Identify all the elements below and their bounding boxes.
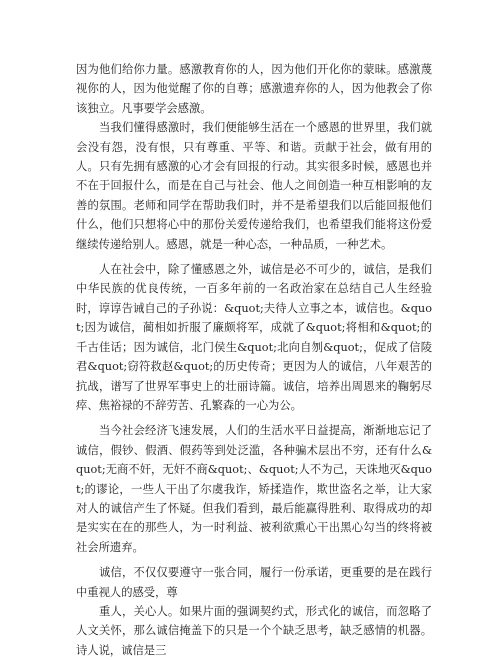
paragraph-5: 诚信，不仅仅要遵守一张合同，履行一份承诺，更重要的是在践行中重视人的感受，尊: [76, 566, 432, 599]
paragraph-1: 因为他们给你力量。感激教育你的人，因为他们开化你的蒙昧。感激蔑视你的人，因为他觉醒了你的自尊；感激遗弃你的人，因为他教会了你该独立。凡事要学会感激。: [76, 63, 432, 115]
paragraph-6: 重人，关心人。如果片面的强调契约式，形式化的诚信，而忽略了人文关怀，那么诚信掩盖下的只是一个个缺乏思考，缺乏感情的机器。诗人说，诚信是三: [76, 604, 432, 657]
paragraph-3: 人在社会中，除了懂感恩之外，诚信是必不可少的，诚信，是我们中华民族的优良传统，一百多年前的一名政治家在总结自己人生经验时，谆谆告诫自己的子孙说：&quot;夫待人立事之本，诚信也。&quot;因为诚信，蔺相如折服了廉颇将军，成就了&quot;将相和&quot;的千古佳话；因为诚信，北门侯生&quot;北向自刎&quot;，促成了信陵君&quot;窃符救赵&quot;的历史传奇；更因为人的诚信，八年艰苦的抗战，谱写了世界军事史上的壮丽诗篇。诚信，培养出周恩来的鞠躬尽瘁、焦裕禄的不辞劳苦、孔繁森的一心为公。: [76, 263, 432, 412]
paragraph-4: 当今社会经济飞速发展，人们的生活水平日益提高，渐渐地忘记了诚信，假钞、假酒、假药等到处泛滥，各种骗术层出不穷，还有什么&quot;无商不奸，无奸不商&quot;、&quot;人不为己，天诛地灭&quot;的谬论，一些人干出了尔虞我诈，矫揉造作，欺世盗名之举，让大家对人的诚信产生了怀疑。但我们看到，最后能赢得胜利、取得成功的却是实实在在的那些人，为一时利益、被利欲熏心干出黑心勾当的终将被社会所遗弃。: [76, 424, 432, 554]
document-page: [76, 60, 432, 660]
paragraph-2: 当我们懂得感激时，我们便能够生活在一个感恩的世界里，我们就会没有怨，没有恨，只有尊重、平等、和谐。贡献于社会，做有用的人。只有先拥有感激的心才会有回报的行动。其实很多时候，感恩也并不在于回报什么，而是在自己与社会、他人之间创造一种互相影响的友善的氛围。老师和同学在帮助我们时，并不是希望我们以后能回报他们什么，他们只想将心中的那份关爱传递给我们，也希望我们能将这份爱继续传递给别人。感恩，就是一种心态，一种品质，一种艺术。: [76, 121, 432, 251]
